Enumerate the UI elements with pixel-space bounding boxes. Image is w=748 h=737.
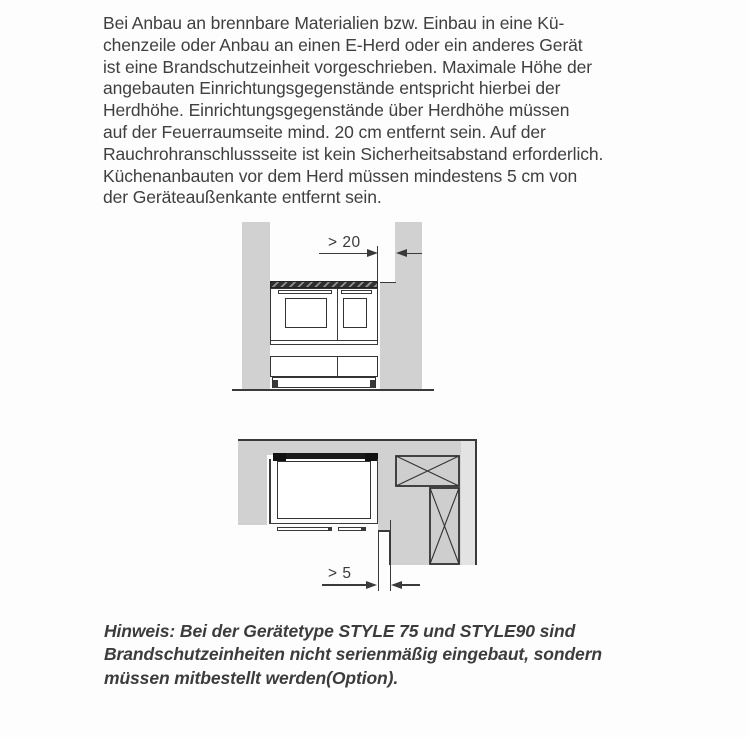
stove-body-cavity xyxy=(277,461,372,519)
left-wall xyxy=(242,222,270,389)
handle-cap xyxy=(328,527,332,531)
outer-wall-strip xyxy=(461,441,475,566)
text-line: ist eine Brandschutzeinheit vorgeschrieben. Maximale Höhe der xyxy=(103,56,593,77)
clearance-dimension-label: > 20 xyxy=(328,234,361,251)
base-foot-right xyxy=(370,380,375,388)
arrowhead-left xyxy=(391,581,402,589)
dimension-line-right xyxy=(407,253,422,255)
note-line: Brandschutzeinheiten nicht serienmäßig eingebaut, sondern xyxy=(104,644,602,665)
text-line: Herdhöhe. Einrichtungsgegenstände über Herdhöhe müssen xyxy=(103,100,570,121)
handle-cap xyxy=(362,527,366,531)
cabinet-step-edge-h xyxy=(378,530,390,531)
arrowhead-right xyxy=(366,581,377,589)
right-cabinet-lower xyxy=(380,282,422,389)
dimension-line-left xyxy=(322,584,366,586)
text-line: angebauten Einrichtungsgegenstände entspricht hierbei der xyxy=(103,78,561,99)
base-plinth xyxy=(272,377,376,388)
firebox-handle-plan xyxy=(338,527,362,531)
text-line: Küchenanbauten vor dem Herd müssen mindestens 5 cm von xyxy=(103,165,578,186)
text-line: Rauchrohranschlussseite ist kein Sicherheitsabstand erforderlich. xyxy=(103,143,604,164)
arrowhead-left xyxy=(396,249,407,257)
note-line: müssen mitbestellt werden(Option). xyxy=(104,667,399,688)
dimension-line-right xyxy=(402,584,420,586)
text-line: der Geräteaußenkante entfernt sein. xyxy=(103,187,382,208)
floor-line xyxy=(232,389,434,391)
hinweis-note xyxy=(104,620,684,690)
side-wall-right xyxy=(377,459,379,523)
timber-section-vertical xyxy=(429,487,460,565)
extension-line xyxy=(377,246,379,282)
text-line: chenzeile oder Anbau an einen E-Herd oder ein anderes Gerät xyxy=(103,34,583,55)
stove-front-view xyxy=(270,281,378,389)
firebox-window xyxy=(343,298,367,328)
front-edge-line xyxy=(269,523,378,525)
note-line: Hinweis: Bei der Gerätetype STYLE 75 und STYLE90 sind xyxy=(104,621,576,641)
intro-paragraph xyxy=(103,13,683,209)
outer-wall-line xyxy=(475,439,477,565)
base-foot-left xyxy=(273,380,278,388)
door-divider xyxy=(337,289,339,340)
left-side-cabinet xyxy=(238,455,267,525)
oven-window xyxy=(285,298,327,328)
front-view-diagram xyxy=(232,222,442,394)
lower-rail xyxy=(270,340,378,345)
oven-handle-plan xyxy=(277,527,332,531)
text-line: auf der Feuerraumseite mind. 20 cm entfernt sein. Auf der xyxy=(103,121,546,142)
extension-line-stove-edge xyxy=(378,532,380,591)
oven-handle xyxy=(278,290,332,294)
clearance-dimension-label: > 5 xyxy=(328,565,352,582)
timber-section-horizontal xyxy=(395,455,460,487)
hinge-block-left xyxy=(273,453,286,461)
side-wall-left xyxy=(269,459,271,523)
top-view-diagram xyxy=(238,439,480,594)
drawer-row xyxy=(270,356,378,377)
back-rail xyxy=(273,453,378,459)
stove-top-view xyxy=(269,453,378,532)
text-line: Bei Anbau an brennbare Materialien bzw. Einbau in eine Kü- xyxy=(103,13,565,33)
dimension-line-left xyxy=(319,253,367,255)
drawer-divider xyxy=(337,357,339,376)
firebox-handle xyxy=(341,290,372,294)
cooktop-band xyxy=(270,281,378,288)
cabinet-step-edge xyxy=(380,282,396,284)
